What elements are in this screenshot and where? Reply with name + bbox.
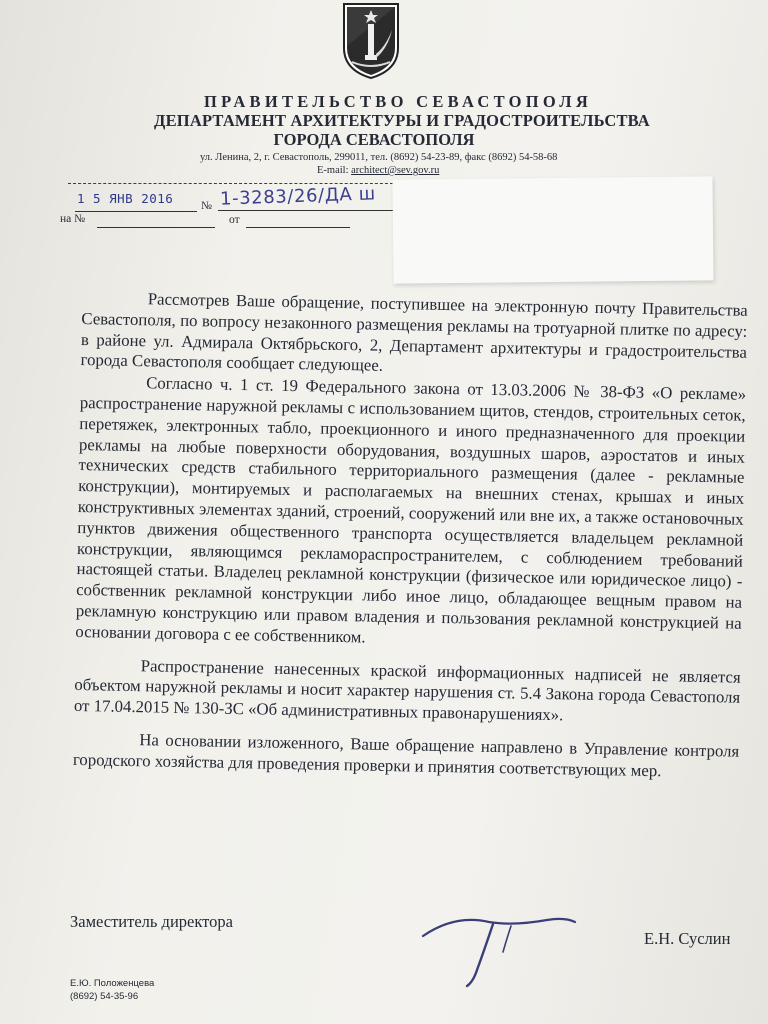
letter-body bbox=[73, 288, 748, 783]
reference-number-underline bbox=[97, 227, 215, 228]
registration-number-handwritten: 1-3283/26/ДА ш bbox=[219, 183, 377, 210]
paragraph-intro: Рассмотрев Ваше обращение, поступившее на электронную почту Правительства Севастополя, по вопросу незаконного размещения рекламы на тротуарной плитке по адресу: в районе ул. Адмирала Октябрьского, 2, Департамент архитектуры и градостроительства города Севастополя сообщает следующее. bbox=[80, 289, 748, 376]
handwritten-signature-icon bbox=[415, 908, 585, 990]
date-underline bbox=[75, 211, 197, 212]
reference-date-label: от bbox=[229, 214, 240, 226]
paragraph-conclusion: На основании изложенного, Ваше обращение направлено в Управление контроля городского хозяйства для проведения проверки и принятия соответствующих мер. bbox=[72, 730, 740, 780]
executor-block bbox=[70, 978, 154, 1003]
reference-number-label: на № bbox=[60, 213, 86, 225]
registration-date-stamp: 1 5 ЯНВ 2016 bbox=[77, 191, 174, 206]
government-title: ПРАВИТЕЛЬСТВО СЕВАСТОПОЛЯ bbox=[203, 92, 593, 111]
department-address: ул. Ленина, 2, г. Севастополь, 299011, тел. (8692) 54-23-89, факс (8692) 54-58-68 bbox=[200, 152, 558, 163]
executor-name: Е.Ю. Положенцева bbox=[70, 978, 155, 989]
department-title: ДЕПАРТАМЕНТ АРХИТЕКТУРЫ И ГРАДОСТРОИТЕЛЬСТВА bbox=[154, 111, 650, 130]
executor-phone: (8692) 54-35-96 bbox=[70, 990, 139, 1002]
number-label: № bbox=[201, 200, 212, 212]
redaction-sticker bbox=[392, 176, 713, 283]
email-link[interactable]: architect@sev.gov.ru bbox=[351, 165, 440, 176]
paragraph-painted-inscriptions: Распространение нанесенных краской информационных надписей не является объектом наружной рекламы и носит характер нарушения ст. 5.4 Закона города Севастополя от 17.04.2015 № 130-ЗС «Об административных правонарушениях». bbox=[73, 655, 741, 725]
paragraph-law-citation: Согласно ч. 1 ст. 19 Федерального закона от 13.03.2006 № 38-ФЗ «О рекламе» распространение наружной рекламы с использованием щитов, стендов, строительных сеток, перетяжек, электронных табло, проекционного и иного предназначенного для проекции рекламы на любые поверхности оборудования, воздушных шаров, аэростатов и иных технических средств стабильного территориального размещения (далее - рекламные конструкции), монтируемых и располагаемых на внешних стенах, крышах и иных конструктивных элементах зданий, строений, сооружений или вне их, а также остановочных пунктов движения общественного транспорта осуществляется владельцем рекламной конструкции, являющимся рекламораспространителем, с соблюдением требований настоящей статьи. Владелец рекламной конструкции (физическое или юридическое лицо) - собственник рекламной конструкции либо иное лицо, обладающее вещным правом на рекламную конструкцию или правом владения и пользования рекламной конструкцией на основании договора с ее собственником. bbox=[75, 373, 747, 647]
email-label: E-mail: bbox=[317, 165, 352, 176]
department-email-line bbox=[317, 165, 439, 176]
signatory-name: Е.Н. Суслин bbox=[644, 929, 731, 948]
number-underline bbox=[218, 210, 398, 211]
signatory-title: Заместитель директора bbox=[70, 912, 233, 931]
city-title: ГОРОДА СЕВАСТОПОЛЯ bbox=[273, 130, 475, 149]
sevastopol-coat-of-arms-icon bbox=[340, 0, 402, 80]
reference-date-underline bbox=[246, 227, 350, 228]
